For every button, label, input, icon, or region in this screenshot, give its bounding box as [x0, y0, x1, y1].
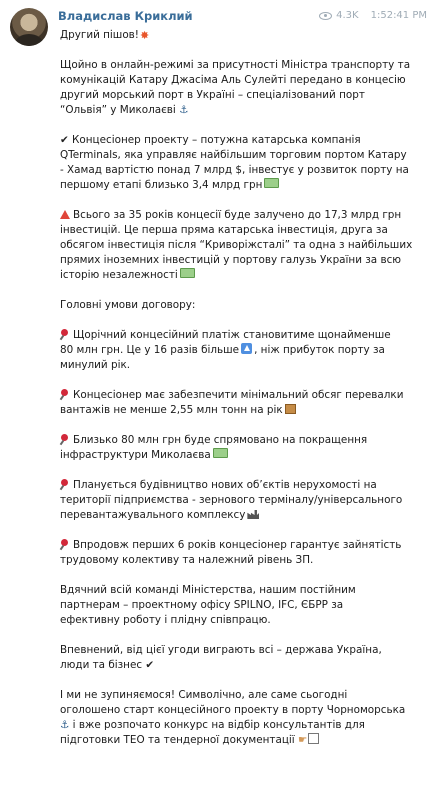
paragraph-12: Впевнений, від цієї угоди виграють всі – держава Україна, люди та бізнес ✔: [60, 644, 382, 671]
paragraph-5: Головні умови договору:: [60, 299, 196, 311]
anchor-icon: ⚓: [179, 104, 189, 116]
paragraph-8: Близько 80 млн грн буде спрямовано на покращення інфраструктури Миколаєва: [60, 434, 368, 461]
money-icon: [180, 268, 195, 278]
package-icon: [285, 404, 296, 414]
author-avatar[interactable]: [10, 8, 48, 46]
factory-icon: [247, 510, 259, 519]
eye-icon: [319, 12, 332, 20]
message-text: [60, 28, 430, 748]
check-mark-icon: ✔: [60, 134, 69, 146]
paragraph-11: Вдячний всій команді Міністерства, нашим постійним партнерам – проектному офісу SPILNO, IFC, ЄБРР за ефективну роботу і плідну співпрацю.: [60, 584, 356, 626]
author-name[interactable]: Владислав Криклий: [58, 9, 193, 23]
pushpin-icon: [60, 434, 70, 444]
pointing-hand-icon: ☛: [298, 734, 308, 746]
pushpin-icon: [60, 329, 70, 339]
red-triangle-icon: [60, 210, 70, 219]
money-icon: [264, 178, 279, 188]
message-time: 1:52:41 PM: [370, 10, 427, 21]
message-meta: [319, 10, 427, 21]
paragraph-6: Щорічний концесійний платіж становитиме щонайменше 80 млн грн. Це у 16 разів більше , ніж прибуток порту за минулий рік.: [60, 329, 391, 371]
check-mark-icon: ✔: [145, 659, 155, 671]
paragraph-7: Концесіонер має забезпечити мінімальний обсяг перевалки вантажів не менше 2,55 млн тонн на рік: [60, 389, 404, 416]
view-count: 4.3K: [336, 10, 359, 21]
money-icon: [213, 448, 228, 458]
paragraph-4: Всього за 35 років концесії буде залучено до 17,3 млрд грн інвестицій. Це перша пряма катарська інвестиція, друга за обсягом інвестиція після “Криворіжсталі” та одна з найбільших прямих іноземних інвестицій у портову галузь України за всю історію незалежності: [60, 209, 413, 281]
paragraph-2: Щойно в онлайн-режимі за присутності Міністра транспорту та комунікацій Катару Джасіма Аль Сулейті передано в концесію другий морський порт в Україні – спеціалізований порт “Ольвія” у Миколаєві ⚓: [60, 59, 411, 116]
paragraph-9: Планується будівництво нових об’єктів нерухомості на території підприємства - зернового терміналу/універсального перевантажувального комплексу: [60, 479, 403, 521]
pushpin-icon: [60, 479, 70, 489]
pushpin-icon: [60, 539, 70, 549]
paragraph-3: ✔ Концесіонер проекту – потужна катарська компанія QTerminals, яка управляє найбільшим торговим портом Катару - Хамад вартістю понад 7 млрд $, інвестує у розвиток порту на першому етапі близько 3,4 млрд грн: [60, 134, 409, 191]
unknown-glyph-icon: [308, 733, 319, 744]
up-arrow-icon: [241, 343, 252, 354]
collision-icon: ✸: [139, 29, 150, 42]
paragraph-1: Другий пішов!✸: [60, 29, 150, 42]
paragraph-10: Впродовж перших 6 років концесіонер гарантує зайнятість трудовому колективу та належний рівень ЗП.: [60, 539, 402, 566]
pushpin-icon: [60, 389, 70, 399]
paragraph-13: І ми не зупиняємося! Символічно, але саме сьогодні оголошено старт концесійного проекту в порту Чорноморська ⚓ і вже розпочато конкурс на відбір консультантів для підготовки ТЕО та тендерної документації ☛: [60, 689, 406, 746]
anchor-icon: ⚓: [60, 719, 70, 731]
